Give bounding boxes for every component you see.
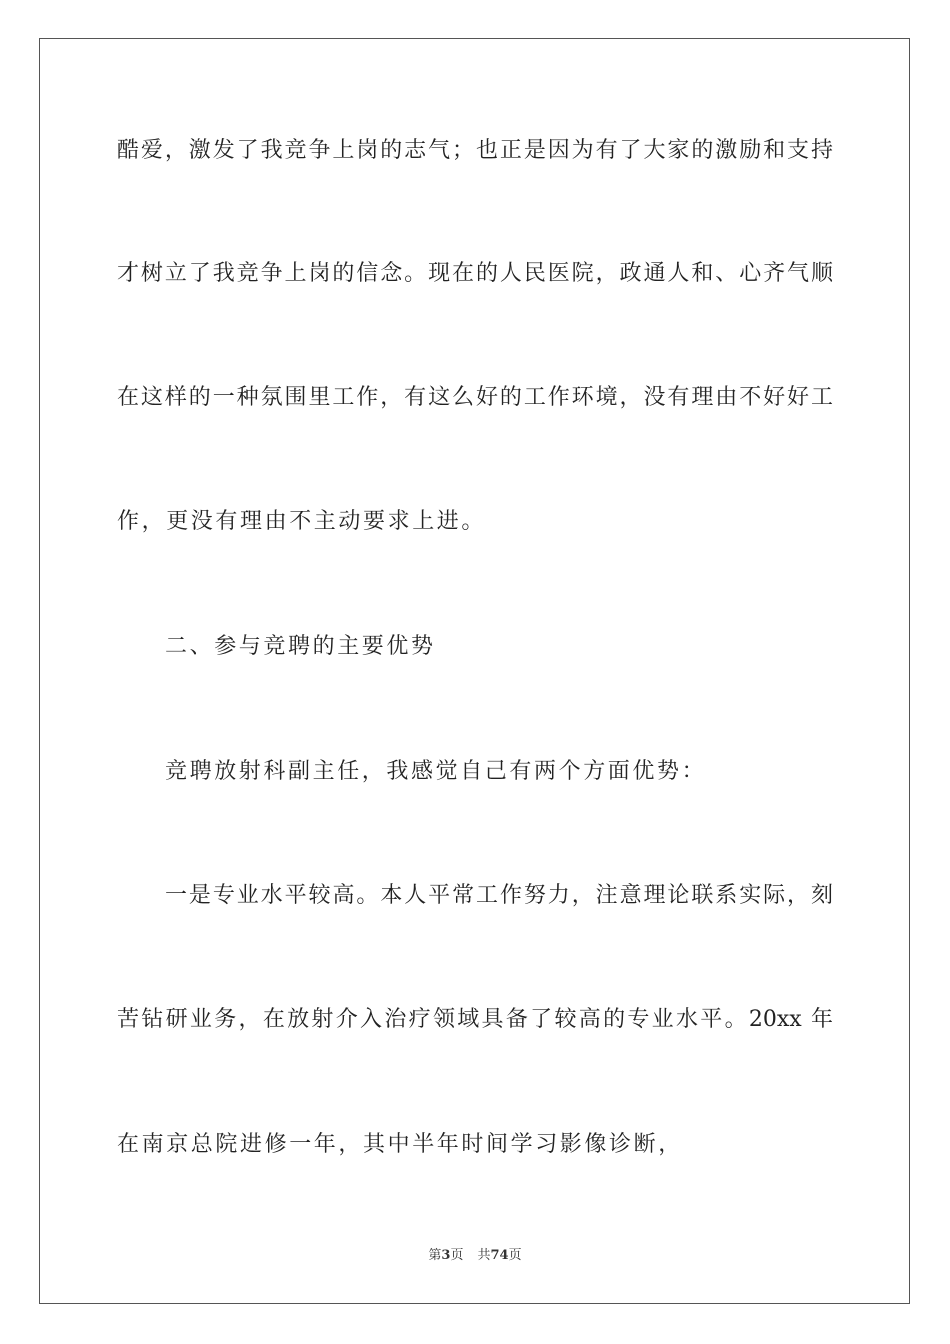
current-page-number: 3 (441, 1248, 451, 1263)
body-line-6: 竞聘放射科副主任，我感觉自己有两个方面优势： (165, 759, 707, 784)
total-suffix: 页 (508, 1248, 522, 1263)
page-prefix: 第 (428, 1248, 442, 1263)
body-line-7: 一是专业水平较高。本人平常工作努力，注意理论联系实际，刻 (165, 883, 833, 908)
page-suffix: 页 (450, 1248, 464, 1263)
page-footer (0, 1247, 950, 1265)
body-line-3: 在这样的一种氛围里工作，有这么好的工作环境，没有理由不好好工 (117, 385, 833, 410)
total-page-number: 74 (490, 1248, 509, 1263)
body-line-8: 苦钻研业务，在放射介入治疗领域具备了较高的专业水平。20xx 年 (117, 1007, 833, 1032)
body-line-1: 酷爱，激发了我竞争上岗的志气；也正是因为有了大家的激励和支持 (117, 138, 833, 163)
body-line-9: 在南京总院进修一年，其中半年时间学习影像诊断， (117, 1132, 683, 1157)
body-line-2: 才树立了我竞争上岗的信念。现在的人民医院，政通人和、心齐气顺 (117, 261, 833, 286)
section-heading: 二、参与竞聘的主要优势 (165, 634, 436, 659)
page-border (39, 38, 910, 1304)
total-prefix: 共 (477, 1248, 491, 1263)
body-line-4: 作，更没有理由不主动要求上进。 (117, 509, 487, 534)
